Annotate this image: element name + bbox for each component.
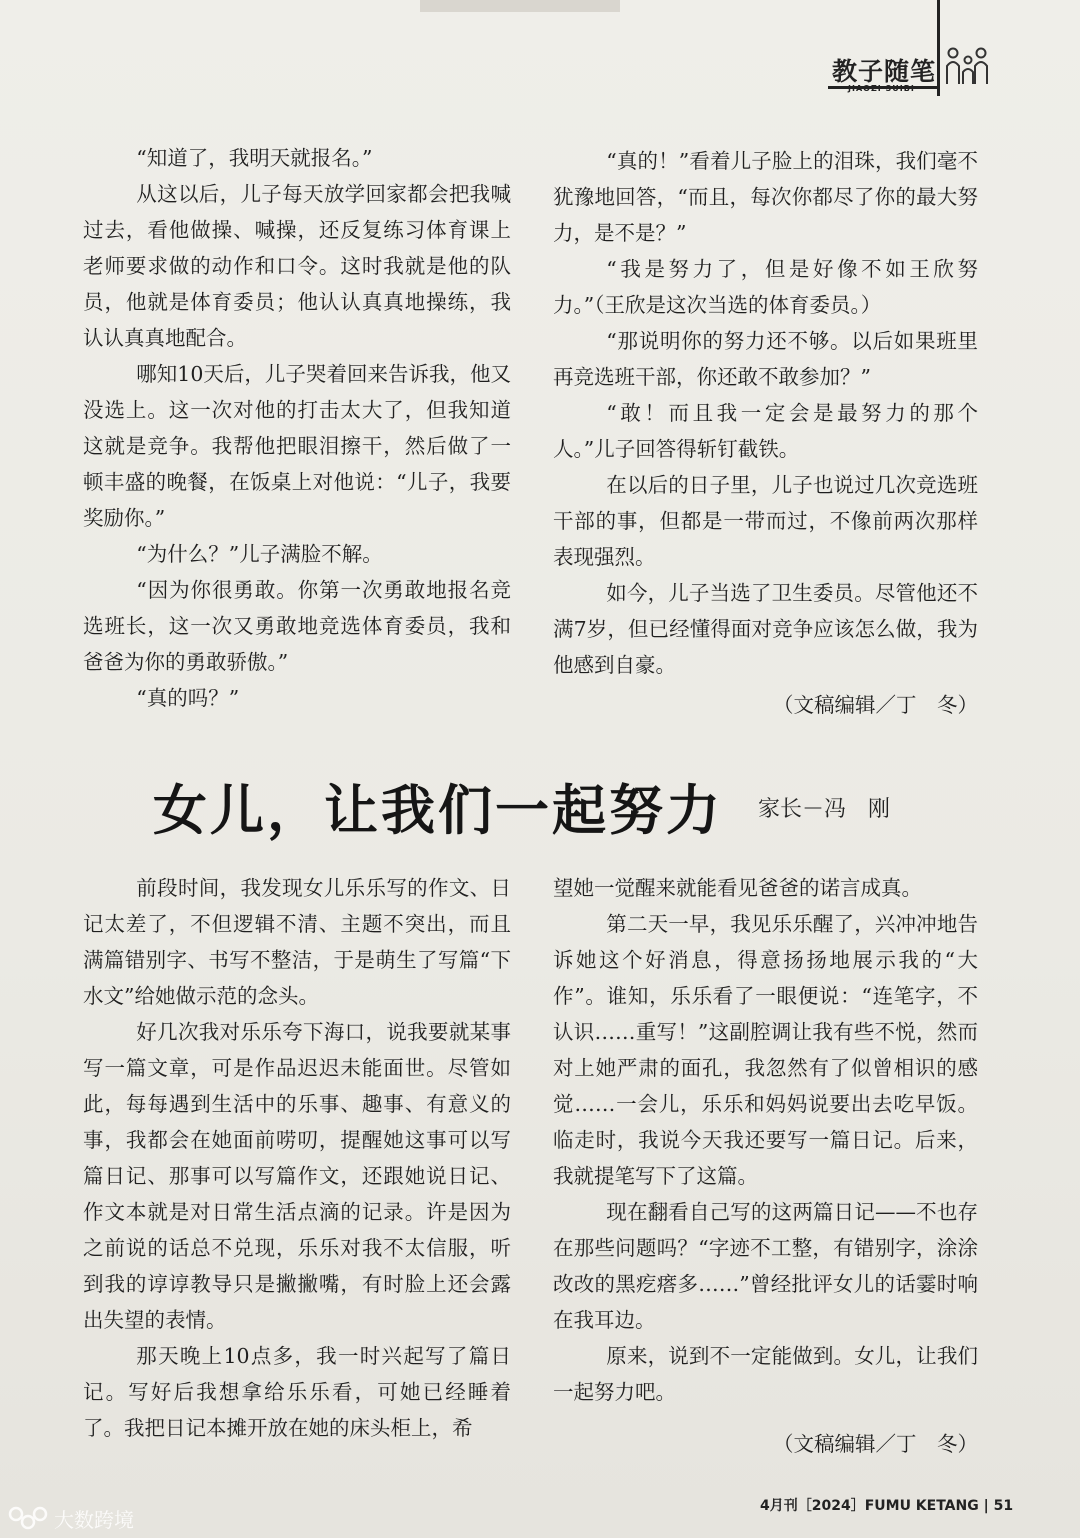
paragraph: 那天晚上10点多，我一时兴起写了篇日记。写好后我想拿给乐乐看，可她已经睡着了。我把日记本摊开放在她的床头柜上，希 bbox=[83, 1344, 511, 1440]
paragraph: “那说明你的努力还不够。以后如果班里再竞选班干部，你还敢不敢参加？” bbox=[553, 329, 978, 389]
article1-left-column bbox=[83, 140, 511, 716]
paragraph: 从这以后，儿子每天放学回家都会把我喊过去，看他做操、喊操，还反复练习体育课上老师要求做的动作和口令。这时我就是他的队员，他就是体育委员；他认认真真地操练，我认认真真地配合。 bbox=[83, 182, 511, 350]
page-folio: 4月刊［2024］FUMU KETANG | 51 bbox=[760, 1498, 1014, 1514]
paragraph: “知道了，我明天就报名。” bbox=[136, 146, 373, 170]
paragraph: 望她一觉醒来就能看见爸爸的诺言成真。 bbox=[553, 876, 922, 900]
paragraph: “因为你很勇敢。你第一次勇敢地报名竞选班长，这一次又勇敢地竞选体育委员，我和爸爸为你的勇敢骄傲。” bbox=[83, 578, 511, 674]
paragraph: “敢！而且我一定会是最努力的那个人。”儿子回答得斩钉截铁。 bbox=[553, 401, 978, 461]
article-title: 女儿，让我们一起努力 bbox=[153, 779, 723, 842]
paragraph: “为什么？”儿子满脸不解。 bbox=[136, 542, 383, 566]
paragraph: 第二天一早，我见乐乐醒了，兴冲冲地告诉她这个好消息，得意扬扬地展示我的“大作”。谁知，乐乐看了一眼便说：“连笔字，不认识……重写！”这副腔调让我有些不悦，然而对上她严肃的面孔，我忽然有了似曾相识的感觉……一会儿，乐乐和妈妈说要出去吃早饭。临走时，我说今天我还要写一篇日记。后来，我就提笔写下了这篇。 bbox=[553, 912, 978, 1188]
paragraph: 现在翻看自己写的这两篇日记——不也存在那些问题吗？“字迹不工整，有错别字，涂涂改改的黑疙瘩多……”曾经批评女儿的话霎时响在我耳边。 bbox=[553, 1200, 978, 1332]
paragraph: 如今，儿子当选了卫生委员。尽管他还不满7岁，但已经懂得面对竞争应该怎么做，我为他感到自豪。 bbox=[553, 581, 978, 677]
paragraph: “真的吗？” bbox=[136, 686, 240, 710]
column-title: 教子随笔 bbox=[832, 57, 937, 86]
paragraph: “我是努力了，但是好像不如王欣努力。”（王欣是这次当选的体育委员。） bbox=[553, 257, 978, 317]
header-horizontal-rule bbox=[828, 86, 938, 89]
article1-right-column bbox=[553, 143, 978, 723]
watermark bbox=[8, 1503, 134, 1533]
watermark-text: 大数跨境 bbox=[54, 1507, 134, 1532]
paragraph: 好几次我对乐乐夸下海口，说我要就某事写一篇文章，可是作品迟迟未能面世。尽管如此，每每遇到生活中的乐事、趣事、有意义的事，我都会在她面前唠叨，提醒她这事可以写篇日记、那事可以写篇作文，还跟她说日记、作文本就是对日常生活点滴的记录。许是因为之前说的话总不兑现，乐乐对我不太信服，听到我的谆谆教导只是撇撇嘴，有时脸上还会露出失望的表情。 bbox=[83, 1020, 511, 1332]
article-byline: 家长－冯 刚 bbox=[758, 797, 891, 822]
watermark-logo-icon bbox=[8, 1505, 48, 1531]
paragraph: 哪知10天后，儿子哭着回来告诉我，他又没选上。这一次对他的打击太大了，但我知道这就是竞争。我帮他把眼泪擦干，然后做了一顿丰盛的晚餐，在饭桌上对他说：“儿子，我要奖励你。” bbox=[83, 362, 511, 530]
paragraph: 原来，说到不一定能做到。女儿，让我们一起努力吧。 bbox=[553, 1344, 978, 1404]
paragraph: “真的！”看着儿子脸上的泪珠，我们毫不犹豫地回答，“而且，每次你都尽了你的最大努力，是不是？” bbox=[553, 149, 978, 245]
top-tab-strip bbox=[420, 0, 620, 12]
editor-credit: （文稿编辑／丁 冬） bbox=[773, 1432, 978, 1456]
paragraph: 前段时间，我发现女儿乐乐写的作文、日记太差了，不但逻辑不清、主题不突出，而且满篇错别字、书写不整洁，于是萌生了写篇“下水文”给她做示范的念头。 bbox=[83, 876, 511, 1008]
family-icon bbox=[944, 46, 990, 86]
header-vertical-rule bbox=[937, 0, 940, 96]
article2-right-column bbox=[553, 870, 978, 1462]
paragraph: 在以后的日子里，儿子也说过几次竞选班干部的事，但都是一带而过，不像前两次那样表现强烈。 bbox=[553, 473, 978, 569]
editor-credit: （文稿编辑／丁 冬） bbox=[773, 693, 978, 717]
article2-left-column bbox=[83, 870, 511, 1446]
